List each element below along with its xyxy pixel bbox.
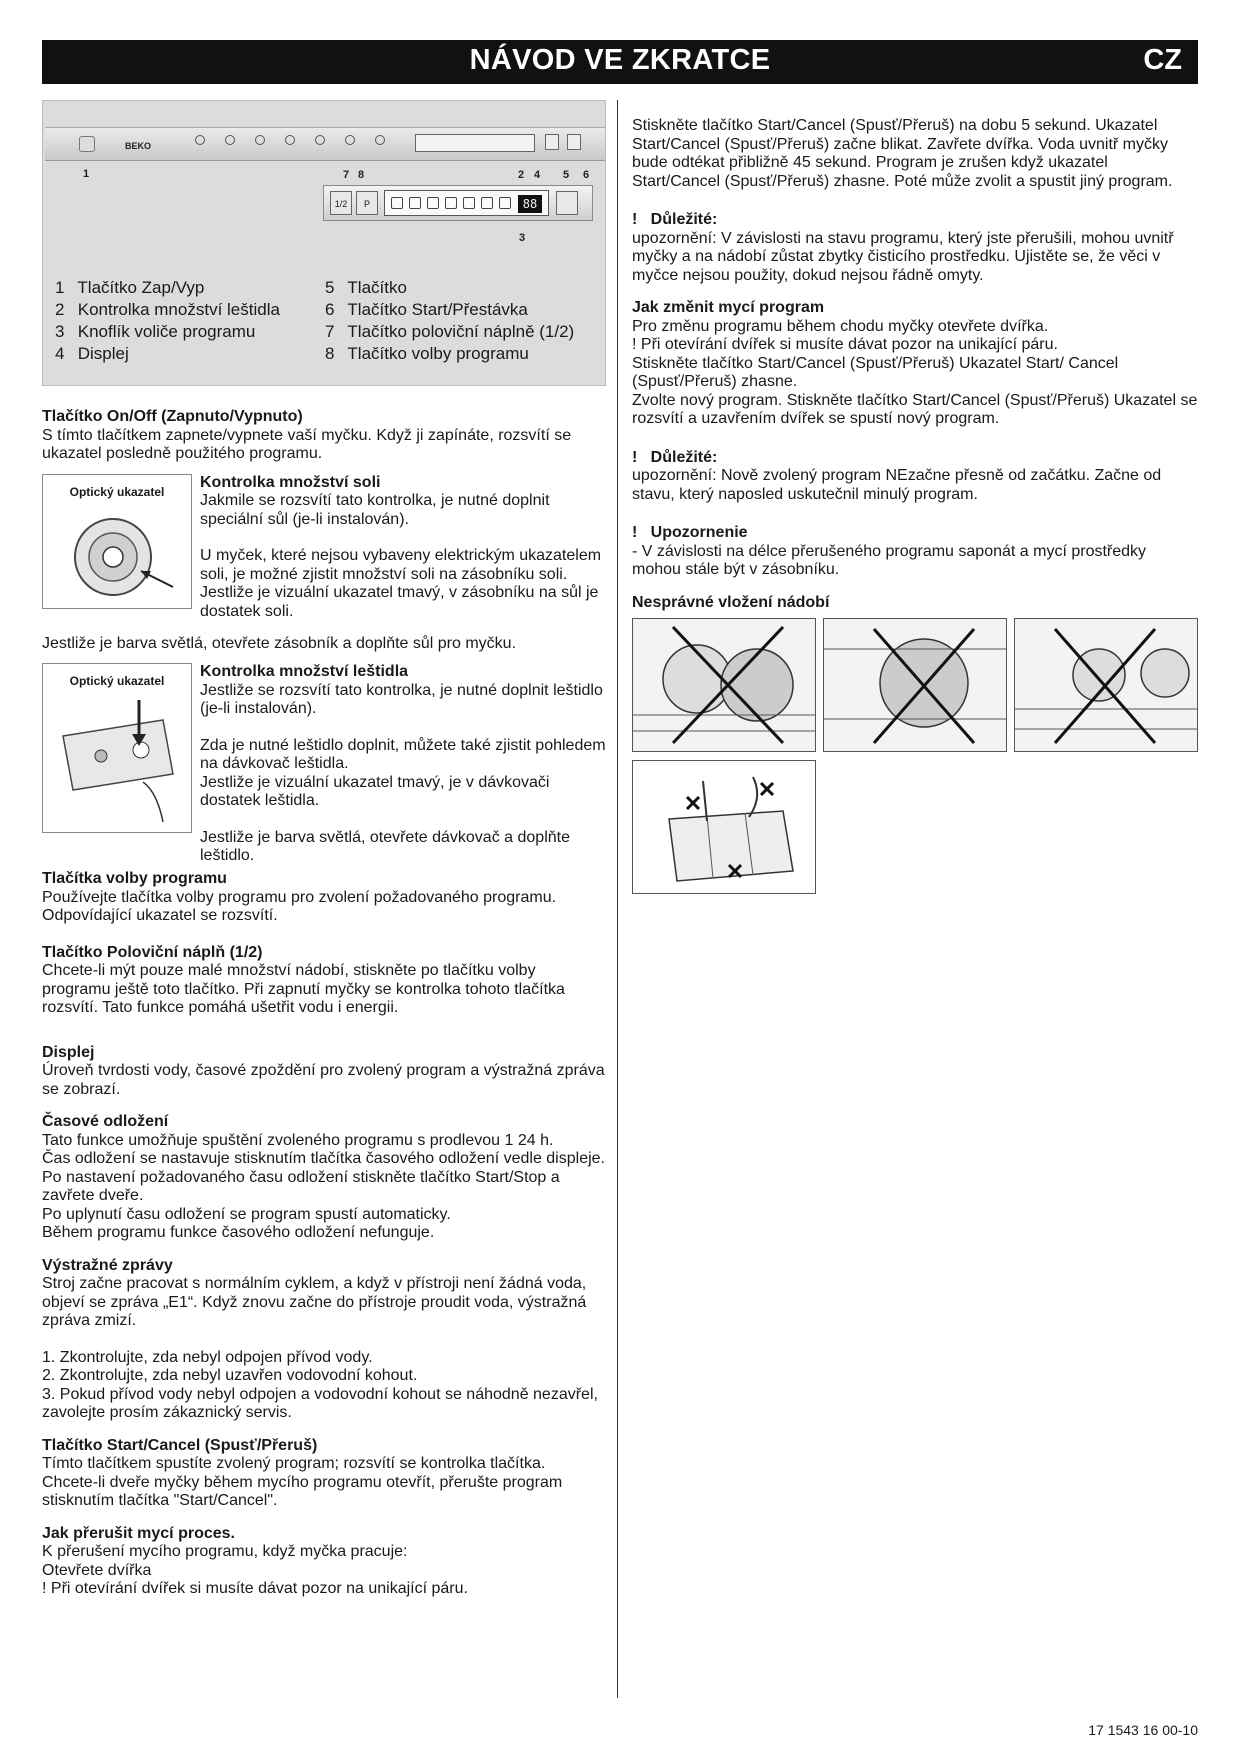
section-important-2 bbox=[632, 449, 1198, 505]
section-text: Tímto tlačítkem spustíte zvolený program; rozsvítí se kontrolka tlačítka. bbox=[42, 1455, 546, 1472]
program-icon bbox=[195, 135, 205, 145]
mini-button-icon bbox=[545, 134, 559, 150]
program-icon bbox=[375, 135, 385, 145]
section-heading: Časové odložení bbox=[42, 1113, 169, 1130]
list-item: 3. Pokud přívod vody nebyl odpojen a vodovodní kohout se náhodně nezavřel, zavolejte prosím zákaznický servis. bbox=[42, 1385, 598, 1421]
section-text: Pro změnu programu během chodu myčky otevřete dvířka. bbox=[632, 317, 1049, 335]
section-important-1 bbox=[632, 211, 1198, 285]
panel-strip bbox=[45, 127, 605, 161]
section-program-select bbox=[42, 870, 606, 926]
section-text: Během programu funkce časového odložení nefunguje. bbox=[42, 1224, 435, 1241]
wrong-loading-figures bbox=[632, 618, 1198, 878]
salt-indicator-figure bbox=[42, 474, 192, 609]
callout-2: 2 bbox=[518, 169, 525, 181]
section-start-cancel bbox=[42, 1437, 606, 1511]
callout-6: 6 bbox=[583, 169, 590, 181]
legend-left bbox=[55, 277, 280, 365]
callout-4: 4 bbox=[534, 169, 541, 181]
language-code: CZ bbox=[1143, 44, 1182, 76]
brand-logo: BEKO bbox=[125, 141, 152, 151]
section-text: ! Při otevírání dvířek si musíte dávat pozor na unikající páru. bbox=[632, 336, 1058, 353]
figure-label: Optický ukazatel bbox=[69, 484, 165, 499]
section-text: Otevřete dvířka bbox=[42, 1561, 152, 1579]
section-heading: Tlačítka volby programu bbox=[42, 870, 227, 887]
callout-8: 8 bbox=[358, 169, 365, 181]
callout-7: 7 bbox=[343, 169, 350, 181]
left-column bbox=[42, 100, 606, 1599]
section-text: upozornění: Nově zvolený program NEzačne přesně od začátku. Začne od stavu, který naposled uskutečnil minulý program. bbox=[632, 467, 1162, 503]
figure-label: Optický ukazatel bbox=[69, 674, 165, 688]
program-icon bbox=[481, 197, 493, 209]
display-icon bbox=[384, 190, 549, 216]
section-text: Jestliže je vizuální ukazatel tmavý, je v dávkovači dostatek leštidla. bbox=[200, 773, 550, 809]
section-text: Stroj začne pracovat s normálním cyklem, a když v přístroji není žádná voda, objeví se zpráva „E1“. Když znovu začne do přístroje proudit voda, výstražná zpráva zmizí. bbox=[42, 1275, 587, 1329]
dish-rack-illustration bbox=[633, 619, 816, 752]
program-icon bbox=[463, 197, 475, 209]
salt-cap-icon bbox=[43, 475, 193, 610]
warning-mark: ! bbox=[632, 211, 638, 228]
mini-button-icon bbox=[567, 134, 581, 150]
section-text: Jestliže je barva světlá, otevřete zásobník a doplňte sůl pro myčku. bbox=[42, 634, 517, 652]
section-text: Jestliže se rozsvítí tato kontrolka, je nutné doplnit leštidlo (je-li instalován). bbox=[200, 681, 603, 717]
section-text: Po uplynutí času odložení se program spustí automaticky. bbox=[42, 1205, 451, 1223]
delay-button-icon bbox=[556, 191, 578, 215]
right-column bbox=[632, 117, 1198, 878]
warning-mark: ! bbox=[632, 448, 638, 466]
section-text: Stiskněte tlačítko Start/Cancel (Spusť/Přeruš) Ukazatel Start/ Cancel (Spusť/Přeruš) zhasne. bbox=[632, 354, 1119, 390]
section-text: Zda je nutné leštidlo doplnit, můžete také zjistit pohledem na dávkovač leštidla. bbox=[200, 736, 606, 772]
section-text: - V závislosti na délce přerušeného programu saponát a mycí prostředky mohou stále být v zásobníku. bbox=[632, 542, 1147, 578]
legend-item: 2 Kontrolka množství leštidla bbox=[55, 300, 280, 319]
callout-3: 3 bbox=[519, 232, 526, 244]
rinse-indicator-figure bbox=[42, 663, 192, 833]
dish-rack-illustration bbox=[824, 619, 1007, 752]
section-heading: Kontrolka množství soli bbox=[200, 473, 381, 491]
section-heading: Tlačítko On/Off (Zapnuto/Vypnuto) bbox=[42, 408, 303, 425]
section-display bbox=[42, 1044, 606, 1100]
section-text: Používejte tlačítka volby programu pro zvolení požadovaného programu. Odpovídající ukazatel se rozsvítí. bbox=[42, 888, 557, 924]
legend-right bbox=[325, 277, 574, 365]
section-text: K přerušení mycího programu, když myčka pracuje: bbox=[42, 1543, 408, 1560]
legend-item: 1 Tlačítko Zap/Vyp bbox=[55, 278, 205, 297]
section-heading: Jak změnit mycí program bbox=[632, 299, 825, 316]
section-text: Jakmile se rozsvítí tato kontrolka, je nutné doplnit speciální sůl (je-li instalován). bbox=[200, 492, 550, 528]
legend-item: 6 Tlačítko Start/Přestávka bbox=[325, 300, 528, 319]
section-text: Jestliže je barva světlá, otevřete dávkovač a doplňte leštidlo. bbox=[200, 828, 570, 864]
section-change-program bbox=[632, 299, 1198, 429]
cutlery-basket-illustration bbox=[633, 761, 816, 894]
section-text: Úroveň tvrdosti vody, časové zpoždění pro zvolený program a výstražná zpráva se zobrazí. bbox=[42, 1062, 605, 1098]
salt-icon bbox=[499, 197, 511, 209]
section-heading: Kontrolka množství leštidla bbox=[200, 663, 409, 680]
section-heading: Tlačítko Poloviční náplň (1/2) bbox=[42, 943, 263, 961]
section-heading: Výstražné zprávy bbox=[42, 1256, 173, 1274]
dish-rack-illustration bbox=[1015, 619, 1198, 752]
section-salt bbox=[42, 474, 606, 649]
section-heading: ! Upozornenie bbox=[632, 524, 748, 541]
section-text: upozornění: V závislosti na stavu programu, který jste přerušili, mohou uvnitř myčky a na nádobí zůstat zbytky čisticího prostředku. Ujistěte se, že věci v myčce nejsou použity, dokud nejsou řádně omyty. bbox=[632, 229, 1174, 284]
legend-item: 7 Tlačítko poloviční náplně (1/2) bbox=[325, 322, 575, 341]
warning-mark: ! bbox=[632, 524, 638, 541]
legend-item: 3 Knoflík voliče programu bbox=[55, 322, 256, 341]
page-title: NÁVOD VE ZKRATCE bbox=[469, 44, 771, 76]
program-icon bbox=[255, 135, 265, 145]
section-delay bbox=[42, 1113, 606, 1243]
legend-item: 5 Tlačítko bbox=[325, 278, 407, 297]
section-rinse bbox=[42, 663, 606, 868]
section-text: Čas odložení se nastavuje stisknutím tlačítka časového odložení vedle displeje. Po nastavení požadovaného času odložení stiskněte tlačítko Start/Stop a zavřete dveře. bbox=[42, 1150, 605, 1204]
rinse-text bbox=[200, 663, 606, 866]
legend-item: 8 Tlačítko volby programu bbox=[325, 344, 529, 363]
program-icon bbox=[345, 135, 355, 145]
program-icon bbox=[285, 135, 295, 145]
document-code: 17 1543 16 00-10 bbox=[1088, 1722, 1198, 1738]
section-heading: Displej bbox=[42, 1043, 95, 1061]
program-icon bbox=[315, 135, 325, 145]
section-heading: Nesprávné vložení nádobí bbox=[632, 593, 830, 611]
mini-display-icon bbox=[415, 134, 535, 152]
column-divider bbox=[617, 100, 618, 1698]
section-text: Zvolte nový program. Stiskněte tlačítko Start/Cancel (Spusť/Přeruš) Ukazatel se rozsvítí a uzavřením dvířek se spustí nový program. bbox=[632, 391, 1198, 427]
section-text: U myček, které nejsou vybaveny elektrickým ukazatelem soli, je možné zjistit množství soli na zásobníku soli. Jestliže je vizuální ukazatel tmavý, v zásobníku na sůl je dostatek soli. bbox=[200, 547, 602, 620]
panel-zoom-detail bbox=[323, 185, 593, 221]
section-text: ! Při otevírání dvířek si musíte dávat pozor na unikající páru. bbox=[42, 1580, 468, 1597]
section-text: Stiskněte tlačítko Start/Cancel (Spusť/Přeruš) na dobu 5 sekund. Ukazatel Start/Cancel (Spusť/Přeruš) začne blikat. Zavřete dvířka. Voda uvnitř myčky bude odtékat přibližně 45 sekund. Program je zrušen když ukazatel Start/Cancel (Spusť/Přeruš) zhasne. Poté může zvolit a spustit jiný program. bbox=[632, 117, 1173, 190]
program-icon bbox=[445, 197, 457, 209]
start-button-icon bbox=[582, 191, 592, 215]
section-onoff bbox=[42, 408, 606, 464]
program-icon bbox=[391, 197, 403, 209]
header-bar bbox=[42, 40, 1198, 84]
section-heading: Jak přerušit mycí proces. bbox=[42, 1524, 235, 1542]
section-warnings bbox=[42, 1257, 606, 1423]
program-icon bbox=[225, 135, 235, 145]
rinse-dispenser-icon bbox=[43, 664, 193, 834]
section-heading: ! Důležité: bbox=[632, 448, 718, 466]
program-button-icon: P bbox=[356, 191, 378, 215]
section-caution bbox=[632, 524, 1198, 580]
display-digits: 88 bbox=[518, 195, 542, 213]
wrong-loading-image-1 bbox=[632, 618, 816, 752]
section-heading: ! Důležité: bbox=[632, 211, 718, 228]
section-text: Tato funkce umožňuje spuštění zvoleného programu s prodlevou 1 24 h. bbox=[42, 1131, 554, 1149]
power-button-icon bbox=[79, 136, 95, 152]
half-load-button-icon: 1/2 bbox=[330, 191, 352, 215]
list-item: 1. Zkontrolujte, zda nebyl odpojen přívod vody. bbox=[42, 1348, 373, 1366]
control-panel-figure bbox=[42, 100, 606, 386]
section-text: Chcete-li dveře myčky během mycího programu otevřít, přerušte program stisknutím tlačítka "Start/Cancel". bbox=[42, 1473, 563, 1509]
section-interrupt bbox=[42, 1525, 606, 1599]
section-text: S tímto tlačítkem zapnete/vypnete vaší myčku. Když ji zapínáte, rozsvítí se ukazatel posledně použitého programu. bbox=[42, 426, 572, 462]
salt-text bbox=[200, 474, 606, 622]
callout-1: 1 bbox=[83, 168, 90, 180]
legend-item: 4 Displej bbox=[55, 344, 129, 363]
callout-5: 5 bbox=[563, 169, 570, 181]
wrong-loading-image-2 bbox=[823, 618, 1007, 752]
section-text: Chcete-li mýt pouze malé množství nádobí, stiskněte po tlačítku volby programu ještě toto tlačítko. Při zapnutí myčky se kontrolka tohoto tlačítka rozsvítí. Tato funkce pomáhá ušetřit vodu i energii. bbox=[42, 962, 565, 1016]
program-icon bbox=[409, 197, 421, 209]
section-half-load bbox=[42, 944, 606, 1018]
wrong-loading-image-3 bbox=[1014, 618, 1198, 752]
list-item: 2. Zkontrolujte, zda nebyl uzavřen vodovodní kohout. bbox=[42, 1367, 418, 1384]
program-icon bbox=[427, 197, 439, 209]
wrong-loading-image-4 bbox=[632, 760, 816, 894]
section-heading: Tlačítko Start/Cancel (Spusť/Přeruš) bbox=[42, 1436, 318, 1454]
